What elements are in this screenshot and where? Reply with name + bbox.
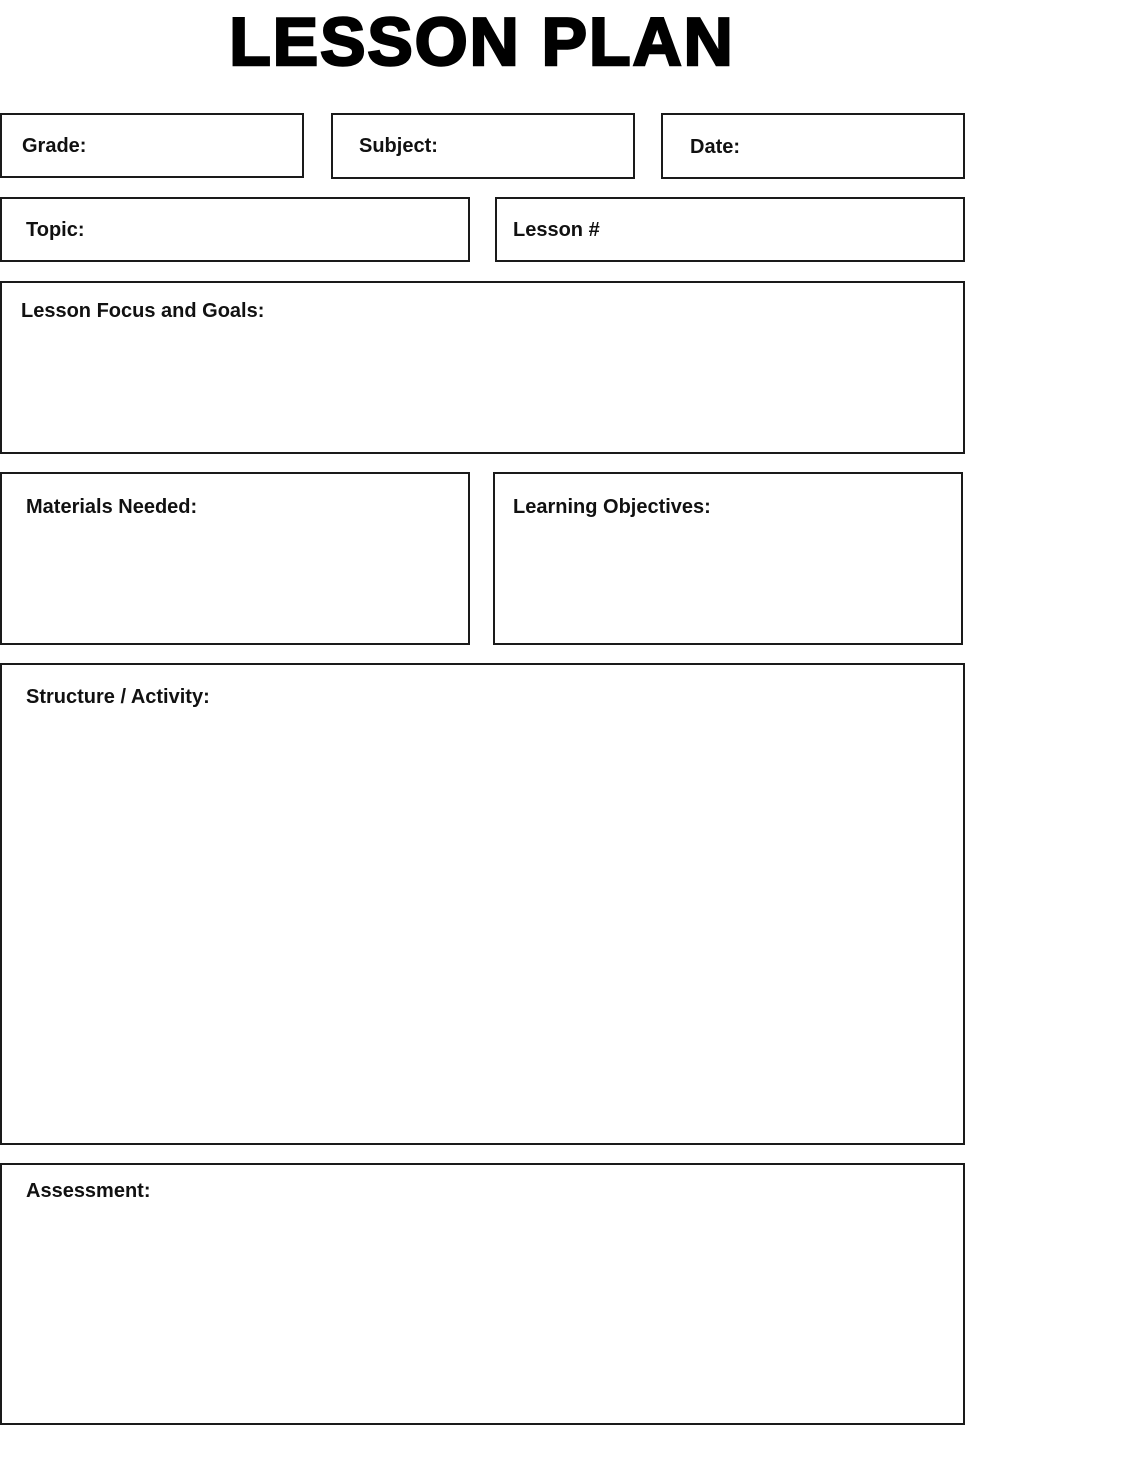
grade-field[interactable] [2,115,302,176]
lesson-number-label: Lesson # [513,219,600,241]
lesson-focus-goals-label: Lesson Focus and Goals: [21,300,265,322]
assessment-field[interactable] [2,1165,963,1423]
subject-box [331,113,635,179]
learning-objectives-box [493,472,963,645]
materials-needed-field[interactable] [2,474,468,643]
assessment-box [0,1163,965,1425]
date-box [661,113,965,179]
date-field[interactable] [663,115,963,177]
lesson-focus-goals-box [0,281,965,454]
subject-label: Subject: [359,135,438,157]
lesson-focus-goals-field[interactable] [2,283,963,452]
topic-box [0,197,470,262]
grade-box [0,113,304,178]
learning-objectives-field[interactable] [495,474,961,643]
assessment-label: Assessment: [26,1180,151,1202]
topic-label: Topic: [26,219,85,241]
lesson-number-box [495,197,965,262]
grade-label: Grade: [22,135,87,157]
structure-activity-label: Structure / Activity: [26,686,210,708]
subject-field[interactable] [333,115,633,177]
page-title: LESSON PLAN [229,4,735,80]
materials-needed-box [0,472,470,645]
topic-field[interactable] [2,199,468,260]
learning-objectives-label: Learning Objectives: [513,496,711,518]
date-label: Date: [690,136,741,158]
lesson-number-field[interactable] [497,199,963,260]
materials-needed-label: Materials Needed: [26,496,198,518]
structure-activity-box [0,663,965,1145]
structure-activity-field[interactable] [2,665,963,1143]
